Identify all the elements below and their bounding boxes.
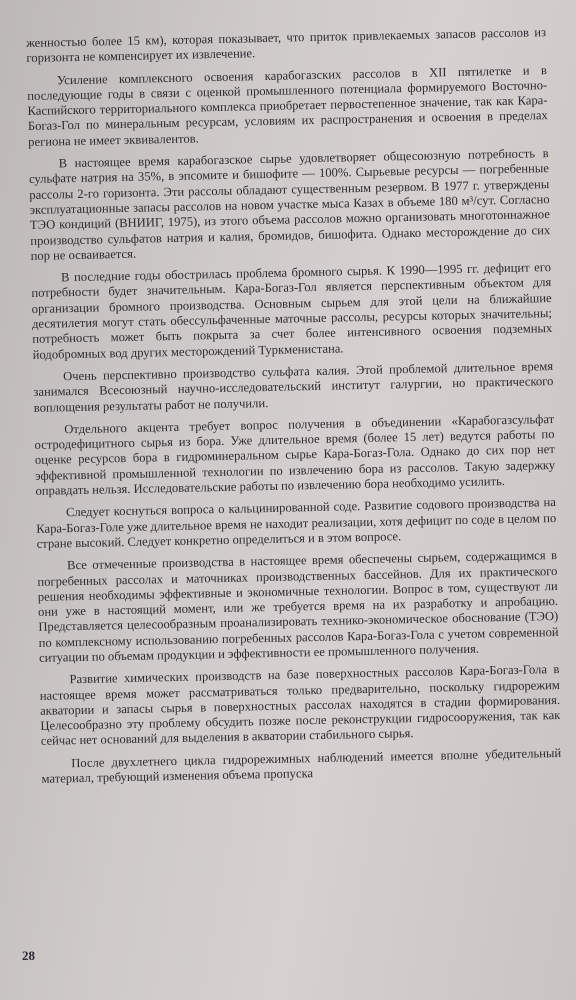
paragraph: женностью более 15 км), которая показывает, что приток привлекаемых запасов рассолов из горизонта не компенсирует их извлечение.	[26, 25, 547, 66]
paragraph: В настоящее время карабогазское сырье удовлетворяет общесоюзную потребность в сульфате натрия на 35%, в эпсомите и бишофите — 100%. Сырьевые ресурсы — погребенные рассолы 2-го горизонта. Эти рассолы обладают существенным резервом. В 1977 г. утверждены эксплуатационные запасы рассолов на новом участке мыса Казах в объеме 180 м³/сут. Согласно ТЭО кондиций (ВНИИГ, 1975), из этого объема рассолов можно организовать многотоннажное производство сульфатов натрия и калия, бромидов, бишофита. Однако месторождение до сих пор не осваивается.	[28, 146, 551, 263]
page-body	[26, 25, 562, 794]
paragraph: Очень перспективно производство сульфата калия. Этой проблемой длительное время занимался Всесоюзный научно-исследовательский институт галургии, но практического воплощения результаты работ не получили.	[33, 358, 554, 415]
paragraph: Развитие химических производств на базе поверхностных рассолов Кара-Богаз-Гола в настоящее время может рассматриваться только предварительно, поскольку гидрорежим акватории и запасы сырья в поверхностных рассолах находятся в стадии формирования. Целесообразно эту проблему обсудить позже после реконструкции гидросооружения, так как сейчас нет оснований для выделения в акватории стабильного сырья.	[39, 662, 561, 749]
paragraph: После двухлетнего цикла гидрорежимных наблюдений имеется вполне убедительный материал, требующий изменения объема пропуска	[41, 745, 562, 786]
paragraph: Усиление комплексного освоения карабогазских рассолов в XII пятилетке и в последующие годы в связи с оценкой промышленного потенциала формируемого Восточно-Каспийского территориального комплекса приобретает первостепенное значение, так как Кара-Богаз-Гол по минеральным ресурсам, условиям их распространения и освоения в пределах региона не имеет эквивалентов.	[27, 62, 548, 149]
paragraph: В последние годы обострилась проблема бромного сырья. К 1990—1995 гг. дефицит его потребности будет значительным. Кара-Богаз-Гол является перспективным объектом для организации бромного производства. Основным сырьем для этой цели на ближайшие десятилетия могут стать обессульфаченные маточные рассолы, ресурсы которых значительны; потребность может быть покрыта за счет более интенсивного освоения подземных йодобромных вод других месторождений Туркменистана.	[31, 260, 553, 362]
paragraph: Отдельного акцента требует вопрос получения в объединении «Карабогазсульфат остродефицитного сырья из бора. Уже длительное время (более 15 лет) ведутся работы по оценке ресурсов бора в гидроминеральном сырье Кара-Богаз-Гола. Однако до сих пор нет эффективной промышленной технологии по извлечению бора из рассолов. Такую задержку оправдать нельзя. Исследовательские работы по извлечению бора необходимо усилить.	[34, 411, 556, 498]
page-number: 28	[22, 948, 35, 963]
paragraph: Все отмеченные производства в настоящее время обеспечены сырьем, содержащимся в погребенных рассолах и маточниках производственных бассейнов. Для их практического решения необходимы эффективные и экономичные технологии. Вопрос в том, существуют ли они уже в настоящий момент, или же требуется время на их разработку и апробацию. Представляется целесообразным проанализировать технико-экономическое обоснование (ТЭО) по комплексному использованию погребенных рассолов Кара-Богаз-Гола с учетом современной ситуации по объемам продукции и эффективности ее промышленного получения.	[37, 548, 559, 665]
paragraph: Следует коснуться вопроса о кальцинированной соде. Развитие содового производства на Кара-Богаз-Голе уже длительное время не находит реализации, хотя дефицит по соде в целом по стране высокий. Следует конкретно определиться и в этом вопросе.	[36, 495, 557, 551]
